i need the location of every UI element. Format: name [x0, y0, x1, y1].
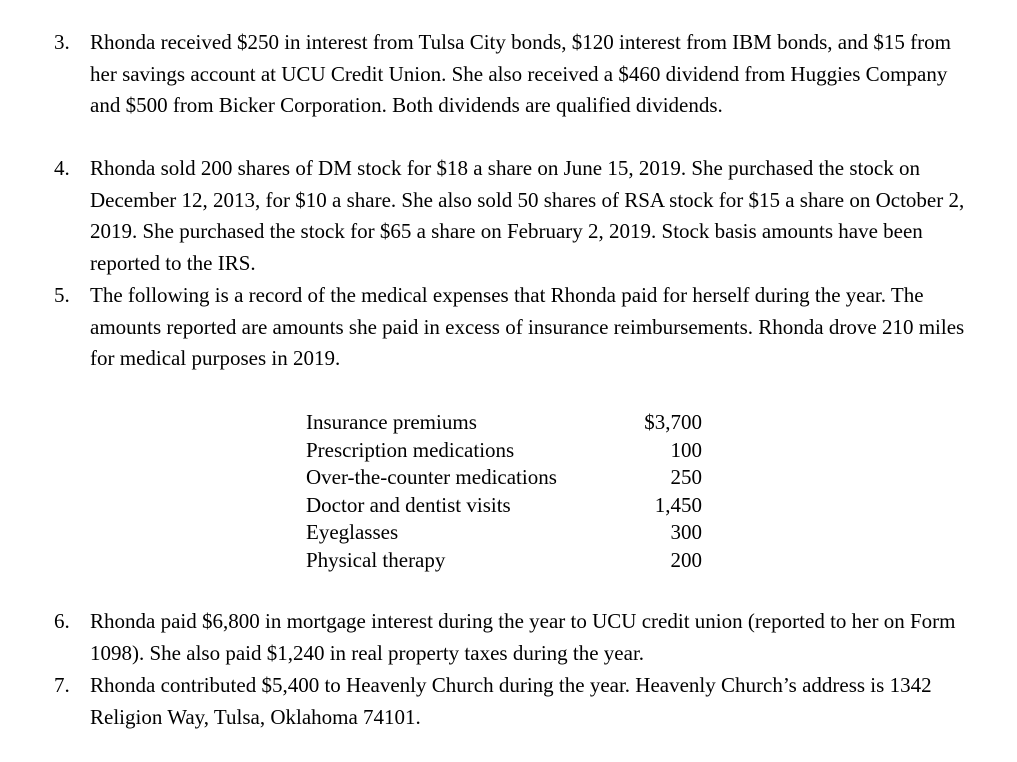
- expense-label: Over-the-counter medications: [306, 465, 557, 490]
- expense-label: Doctor and dentist visits: [306, 492, 511, 517]
- item-number: 5.: [54, 283, 70, 307]
- table-row: [306, 519, 706, 547]
- expense-label: Insurance premiums: [306, 410, 477, 434]
- item-text: The following is a record of the medical expenses that Rhonda paid for herself during the year. The amounts reported are amounts she paid in excess of insurance reimbursements. Rhonda drove 210 miles for medical purposes in 2019.: [90, 283, 965, 370]
- list-item-6: [54, 606, 974, 669]
- table-row: [306, 547, 706, 575]
- expense-amount: 250: [670, 465, 702, 490]
- item-text: Rhonda received $250 in interest from Tulsa City bonds, $120 interest from IBM bonds, and $15 from her savings account at UCU Credit Union. She also received a $460 dividend from Huggies Company and $500 from Bicker Corporation. Both dividends are qualified dividends.: [90, 30, 951, 117]
- table-row: [306, 437, 706, 465]
- expense-label: Physical therapy: [306, 547, 446, 572]
- list-item-5: [54, 280, 974, 375]
- item-number: 7.: [54, 673, 70, 697]
- expense-amount: 100: [670, 437, 702, 462]
- item-number: 4.: [54, 156, 70, 180]
- table-row: [306, 464, 706, 492]
- table-row: [306, 492, 706, 520]
- medical-expenses-table: [306, 409, 706, 575]
- item-number: 3.: [54, 30, 70, 54]
- item-number: 6.: [54, 609, 70, 633]
- expense-label: Prescription medications: [306, 437, 515, 462]
- expense-amount: 300: [670, 520, 702, 545]
- expense-amount: 1,450: [654, 492, 702, 517]
- item-text: Rhonda paid $6,800 in mortgage interest during the year to UCU credit union (reported to her on Form 1098). She also paid $1,240 in real property taxes during the year.: [90, 609, 956, 665]
- table-row: [306, 409, 706, 437]
- list-item-4: [54, 153, 974, 279]
- expense-label: Eyeglasses: [306, 520, 399, 545]
- list-item-3: [54, 27, 974, 122]
- expense-amount: $3,700: [644, 410, 702, 434]
- list-item-7: [54, 670, 974, 733]
- item-text: Rhonda contributed $5,400 to Heavenly Church during the year. Heavenly Church’s address is 1342 Religion Way, Tulsa, Oklahoma 74101.: [90, 673, 932, 729]
- item-text: Rhonda sold 200 shares of DM stock for $18 a share on June 15, 2019. She purchased the stock on December 12, 2013, for $10 a share. She also sold 50 shares of RSA stock for $15 a share on October 2, 2019. She purchased the stock for $65 a share on February 2, 2019. Stock basis amounts have been reported to the IRS.: [90, 156, 965, 275]
- expense-amount: 200: [670, 547, 702, 572]
